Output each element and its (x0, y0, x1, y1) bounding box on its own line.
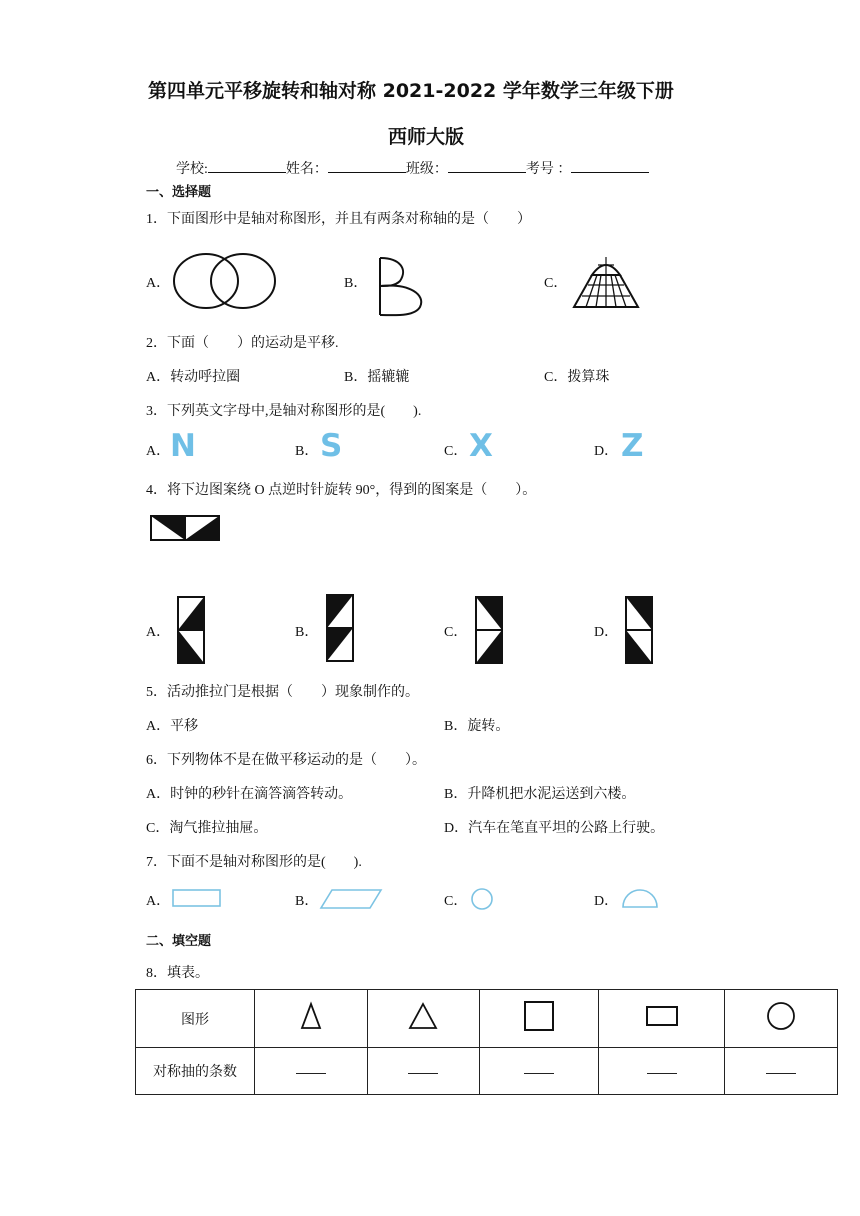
answer-blank[interactable] (524, 1063, 554, 1074)
q7-stem: 7．下面不是轴对称图形的是( ). (146, 855, 362, 870)
semicircle-shape (622, 889, 658, 909)
answer-cell[interactable] (480, 1048, 599, 1095)
q6-option-a[interactable]: A．时钟的秒针在滴答滴答转动。 (146, 787, 353, 802)
circle-shape (470, 887, 494, 911)
q4-stem: 4．将下边图案绕 O 点逆时针旋转 90°，得到的图案是（ ）。 (146, 483, 537, 498)
narrow-triangle-cell (255, 990, 368, 1048)
circle-cell (725, 990, 838, 1048)
rectangle-shape (172, 889, 222, 909)
q4-pattern-c (475, 596, 503, 664)
q7-option-c[interactable]: C． (444, 894, 468, 909)
square-icon (523, 1000, 555, 1032)
name-field[interactable] (328, 160, 406, 173)
school-label: 学校: (176, 162, 208, 177)
symmetry-axes-table (135, 989, 838, 1095)
answer-blank[interactable] (408, 1063, 438, 1074)
q1-stem: 1．下面图形中是轴对称图形，并且有两条对称轴的是（ ） (146, 212, 531, 227)
section-heading-fill: 二、填空题 (146, 934, 212, 949)
q2-stem: 2．下面（ ）的运动是平移. (146, 336, 339, 351)
q1-option-a[interactable]: A． (146, 276, 171, 291)
q2-option-c[interactable]: C．拨算珠 (544, 370, 610, 385)
q8-stem: 8．填表。 (146, 966, 209, 981)
equilateral-triangle-cell (367, 990, 480, 1048)
rectangle-cell (599, 990, 725, 1048)
q3-option-c[interactable]: C． (444, 444, 468, 459)
q3-option-d[interactable]: D． (594, 444, 619, 459)
q4-pattern-b (326, 594, 354, 662)
letter-n-glyph: N (170, 428, 196, 464)
q6-option-c[interactable]: C．淘气推拉抽屉。 (146, 821, 268, 836)
two-circles-figure (172, 252, 278, 310)
q4-pattern-d (625, 596, 653, 664)
q6-option-b[interactable]: B．升降机把水泥运送到六楼。 (444, 787, 636, 802)
q6-stem: 6．下列物体不是在做平移运动的是（ ）。 (146, 753, 426, 768)
answer-blank[interactable] (766, 1063, 796, 1074)
answer-cell[interactable] (725, 1048, 838, 1095)
q1-option-b[interactable]: B． (344, 276, 368, 291)
q5-stem: 5．活动推拉门是根据（ ）现象制作的。 (146, 685, 419, 700)
letter-b-figure (370, 255, 430, 317)
q7-option-b[interactable]: B． (295, 894, 319, 909)
q4-pattern-a (177, 596, 205, 664)
q4-option-a[interactable]: A． (146, 625, 171, 640)
q6-option-d[interactable]: D．汽车在笔直平坦的公路上行驶。 (444, 821, 665, 836)
q1-option-c[interactable]: C． (544, 276, 568, 291)
q4-option-d[interactable]: D． (594, 625, 619, 640)
circle-icon (766, 1001, 796, 1031)
answer-blank[interactable] (296, 1063, 326, 1074)
letter-x-glyph: X (469, 428, 493, 464)
q7-option-a[interactable]: A． (146, 894, 171, 909)
q3-option-a[interactable]: A． (146, 444, 171, 459)
parallelogram-shape (320, 889, 382, 911)
q7-option-d[interactable]: D． (594, 894, 619, 909)
square-cell (480, 990, 599, 1048)
isosceles-triangle-icon (300, 1002, 322, 1030)
class-field[interactable] (448, 160, 526, 173)
equilateral-triangle-icon (408, 1002, 438, 1030)
letter-z-glyph: Z (621, 428, 644, 464)
q5-option-a[interactable]: A．平移 (146, 719, 199, 734)
student-info-line (176, 158, 649, 178)
q5-option-b[interactable]: B．旋转。 (444, 719, 510, 734)
section-heading-choice: 一、选择题 (146, 185, 212, 200)
rectangle-icon (645, 1005, 679, 1027)
class-label: 班级： (405, 162, 448, 177)
table-row-axes (136, 1048, 838, 1095)
q2-option-a[interactable]: A．转动呼拉圈 (146, 370, 241, 385)
letter-s-glyph: S (320, 428, 343, 464)
exam-no-field[interactable] (571, 160, 649, 173)
school-field[interactable] (208, 160, 286, 173)
exam-no-label: 考号 ： (525, 162, 572, 177)
answer-cell[interactable] (367, 1048, 480, 1095)
table-row-shapes (136, 990, 838, 1048)
q2-option-b[interactable]: B．摇辘辘 (344, 370, 410, 385)
q3-option-b[interactable]: B． (295, 444, 319, 459)
answer-cell[interactable] (255, 1048, 368, 1095)
q4-option-c[interactable]: C． (444, 625, 468, 640)
name-label: 姓名： (285, 162, 328, 177)
shuttlecock-figure (570, 253, 642, 311)
answer-cell[interactable] (599, 1048, 725, 1095)
row-label-shape: 图形 (136, 990, 255, 1048)
page-subtitle: 西师大版 (388, 126, 465, 148)
answer-blank[interactable] (647, 1063, 677, 1074)
rotation-source-pattern (150, 515, 220, 541)
row-label-axes: 对称抽的条数 (136, 1048, 255, 1095)
q4-option-b[interactable]: B． (295, 625, 319, 640)
q3-stem: 3．下列英文字母中,是轴对称图形的是( ). (146, 404, 422, 419)
page-title: 第四单元平移旋转和轴对称 2021-2022 学年数学三年级下册 (148, 80, 674, 102)
